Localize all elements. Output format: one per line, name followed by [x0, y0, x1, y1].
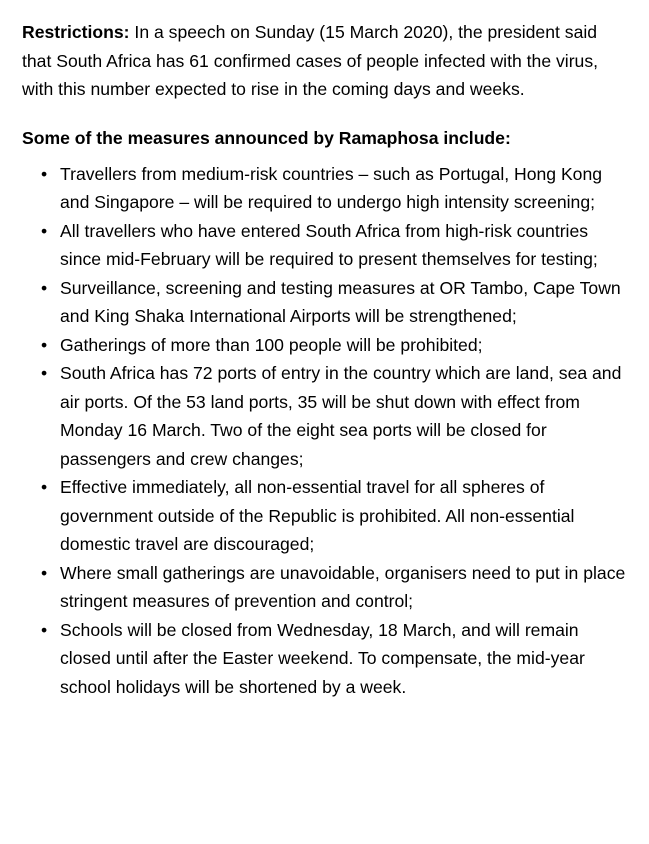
intro-paragraph: [22, 18, 627, 104]
list-item: • Gatherings of more than 100 people will be prohibited;: [60, 331, 627, 360]
list-item: • Schools will be closed from Wednesday, 18 March, and will remain closed until after the Easter weekend. To compensate, the mid-year school holidays will be shortened by a week.: [60, 616, 627, 702]
list-item: • All travellers who have entered South Africa from high-risk countries since mid-February will be required to present themselves for testing;: [60, 217, 627, 274]
list-item: • Where small gatherings are unavoidable, organisers need to put in place stringent measures of prevention and control;: [60, 559, 627, 616]
intro-body: In a speech on Sunday (15 March 2020), the president said that South Africa has 61 confirmed cases of people infected with the virus, with this number expected to rise in the coming days and weeks.: [22, 22, 599, 99]
list-item: • Surveillance, screening and testing measures at OR Tambo, Cape Town and King Shaka International Airports will be strengthened;: [60, 274, 627, 331]
list-item: • Effective immediately, all non-essential travel for all spheres of government outside of the Republic is prohibited. All non-essential domestic travel are discouraged;: [60, 473, 627, 559]
list-item: • Travellers from medium-risk countries – such as Portugal, Hong Kong and Singapore – will be required to undergo high intensity screening;: [60, 160, 627, 217]
list-item: • South Africa has 72 ports of entry in the country which are land, sea and air ports. Of the 53 land ports, 35 will be shut down with effect from Monday 16 March. Two of the eight sea ports will be closed for passengers and crew changes;: [60, 359, 627, 473]
intro-lead-in: Restrictions:: [22, 22, 130, 42]
section-heading: Some of the measures announced by Ramaphosa include:: [22, 127, 511, 148]
measures-list: [22, 160, 627, 702]
